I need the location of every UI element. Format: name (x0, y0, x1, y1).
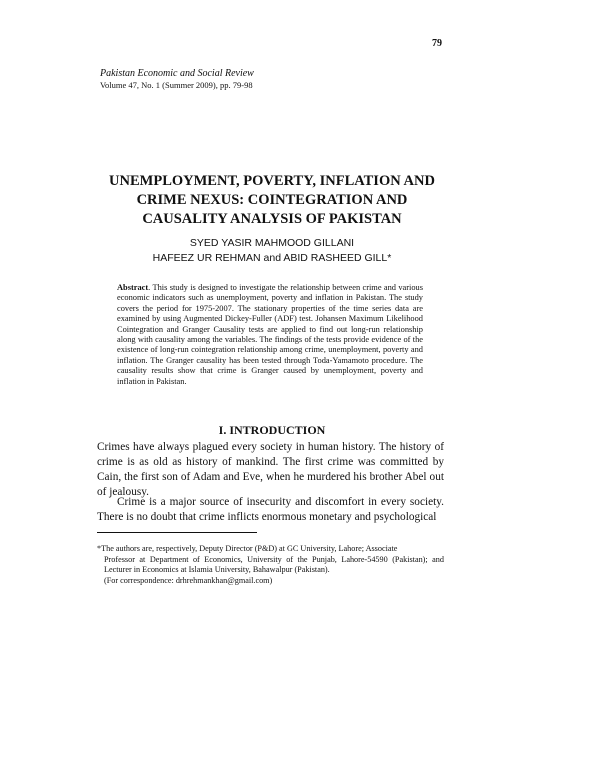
author-line-2: HAFEEZ UR REHMAN and ABID RASHEED GILL* (152, 252, 392, 264)
body-paragraph-1: Crimes have always plagued every society in human history. The history of crime is as old as history of mankind. The first crime was committed by Cain, the first son of Adam and Eve, when he murdered his brother Abel out of jealousy. (97, 441, 444, 498)
journal-name: Pakistan Economic and Social Review (100, 68, 254, 79)
footnote-divider (97, 532, 257, 533)
footnote (97, 544, 444, 586)
authors (100, 236, 444, 266)
journal-volume: Volume 47, No. 1 (Summer 2009), pp. 79-98 (100, 80, 253, 90)
footnote-line-1: *The authors are, respectively, Deputy Director (P&D) at GC University, Lahore; Associate (97, 544, 398, 553)
abstract-label: Abstract (117, 283, 149, 292)
footnote-correspondence: (For correspondence: drhrehmankhan@gmail.com) (104, 575, 273, 585)
abstract (117, 283, 423, 387)
footnote-affiliations: Professor at Department of Economics, University of the Punjab, Lahore-54590 (Pakistan); and Lecturer in Economics at Islamia University, Bahawalpur (Pakistan). (104, 554, 444, 574)
abstract-text: . This study is designed to investigate the relationship between crime and various economic indicators such as unemployment, poverty and inflation in Pakistan. The study covers the period for 1975-2007. The stationary properties of the time series data are examined by using Augmented Dickey-Fuller (ADF) test. Johansen Maximum Likelihood Cointegration and Granger Causality tests are applied to find out long-run relationship along with causality among the variables. The findings of the tests provide evidence of the existence of long-run cointegration relationship among crime, unemployment, poverty and inflation. The Granger causality has been tested through Toda-Yamamoto procedure. The causality results show that crime is Granger caused by unemployment, poverty and inflation in Pakistan. (117, 283, 423, 386)
section-heading: I. INTRODUCTION (218, 423, 326, 437)
page-number: 79 (432, 38, 442, 49)
paper-title: UNEMPLOYMENT, POVERTY, INFLATION AND CRIME NEXUS: COINTEGRATION AND CAUSALITY ANALYSIS OF PAKISTAN (109, 173, 435, 227)
author-line-1: SYED YASIR MAHMOOD GILLANI (189, 237, 355, 249)
body-paragraph-2: Crime is a major source of insecurity and discomfort in every society. There is no doubt that crime inflicts enormous monetary and psychological (97, 496, 444, 523)
